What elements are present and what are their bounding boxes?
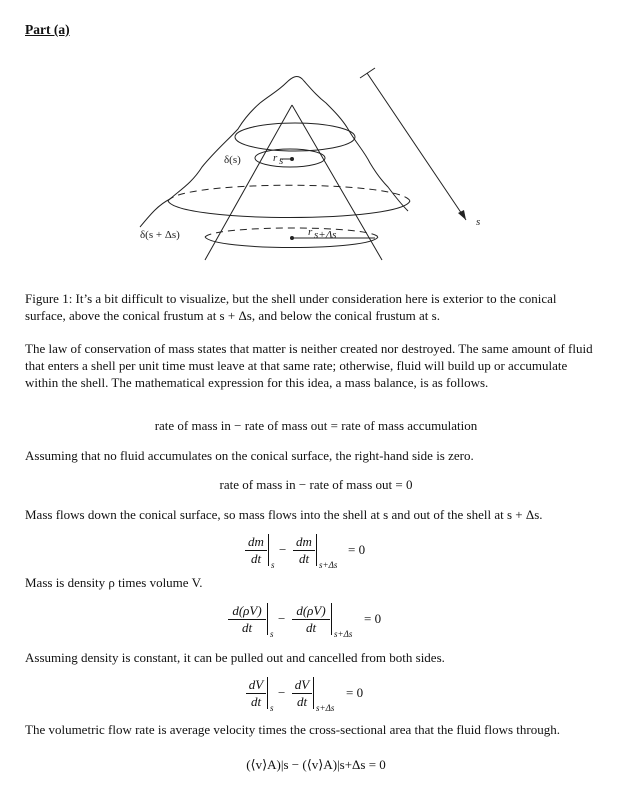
eq4-den-left: dt xyxy=(241,620,253,635)
label-r-sds-sub: s+Δs xyxy=(314,229,337,241)
eq4-sub-right: s+Δs xyxy=(334,629,353,639)
eq5-den-right: dt xyxy=(296,694,308,709)
eq3-num-left: dm xyxy=(245,534,267,551)
eq4-sub-left: s xyxy=(270,629,274,639)
eq4-rhs: = 0 xyxy=(364,611,382,626)
eq5-minus: − xyxy=(278,685,286,700)
eq4-num-right: d(ρV) xyxy=(292,603,330,620)
paragraph-volumetric-flow: The volumetric flow rate is average velocity times the cross-sectional area that the fluid flows through. xyxy=(25,722,560,737)
equation-volumetric-balance: (⟨v⟩A)|s − (⟨v⟩A)|s+Δs = 0 xyxy=(246,757,386,772)
eq5-den-left: dt xyxy=(250,694,262,709)
paragraph-density-volume: Mass is density ρ times volume V. xyxy=(25,575,203,590)
label-delta-s-ds: δ(s + Δs) xyxy=(140,229,180,241)
paragraph-conservation: The law of conservation of mass states that matter is neither created nor destroyed. The same amount of fluid that enters a shell per unit time must leave at that same rate; otherwise, fluid will build up or accumulate within the shell. The mathematical expression for this idea, a mass balance, is as follows. xyxy=(25,341,593,390)
eq3-sub-left: s xyxy=(271,560,275,570)
eq3-rhs: = 0 xyxy=(348,542,366,557)
s-axis-line xyxy=(367,73,466,220)
label-r-sds: r xyxy=(308,226,313,238)
cone-shell-figure xyxy=(120,55,520,270)
eq4-minus: − xyxy=(278,611,286,626)
paragraph-constant-density: Assuming density is constant, it can be pulled out and cancelled from both sides. xyxy=(25,650,445,665)
eq5-sub-right: s+Δs xyxy=(316,703,335,713)
eq5-num-right: dV xyxy=(292,677,312,694)
cone-right-edge xyxy=(292,105,382,260)
s-axis-tick xyxy=(360,68,375,78)
eq3-den-right: dt xyxy=(298,551,310,566)
figure-caption: Figure 1: It’s a bit difficult to visualize, but the shell under consideration here is exterior to the conical surface, above the conical frustum at s + Δs, and below the conical frustum at s. xyxy=(25,291,557,323)
radius-dot-s xyxy=(290,157,294,161)
lower-frustum-front xyxy=(168,201,410,218)
label-s-axis: s xyxy=(476,216,481,228)
eq3-den-left: dt xyxy=(250,551,262,566)
equation-zero-accumulation: rate of mass in − rate of mass out = 0 xyxy=(219,477,413,492)
section-heading: Part (a) xyxy=(25,22,70,37)
eq3-minus: − xyxy=(279,542,287,557)
lower-frustum-back xyxy=(168,185,410,201)
label-r-s-sub: s xyxy=(279,155,284,167)
paragraph-mass-flow: Mass flows down the conical surface, so mass flows into the shell at s and out of the shell at s + Δs. xyxy=(25,507,543,522)
eq3-num-right: dm xyxy=(293,534,315,551)
lower-cone-back xyxy=(205,228,378,237)
equation-mass-balance: rate of mass in − rate of mass out = rate of mass accumulation xyxy=(154,418,478,433)
s-axis-arrowhead xyxy=(458,210,466,220)
label-delta-s: δ(s) xyxy=(224,154,241,166)
label-r-s: r xyxy=(273,152,278,164)
eq3-sub-right: s+Δs xyxy=(319,560,338,570)
upper-cone-ellipse xyxy=(255,149,325,167)
paragraph-no-accumulation: Assuming that no fluid accumulates on the conical surface, the right-hand side is zero. xyxy=(25,448,474,463)
eq5-sub-left: s xyxy=(270,703,274,713)
cone-diagram xyxy=(120,55,520,270)
eq4-num-left: d(ρV) xyxy=(228,603,266,620)
eq5-num-left: dV xyxy=(246,677,266,694)
eq5-rhs: = 0 xyxy=(346,685,364,700)
upper-frustum-ellipse xyxy=(235,123,355,151)
eq4-den-right: dt xyxy=(305,620,317,635)
radius-dot-sds xyxy=(290,236,294,240)
